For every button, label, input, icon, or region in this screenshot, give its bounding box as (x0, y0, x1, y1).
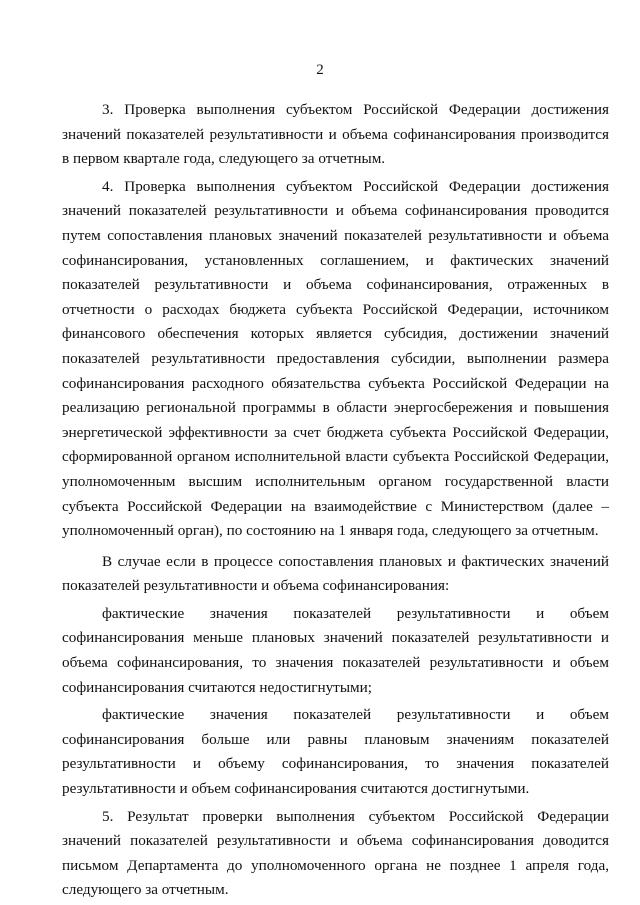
paragraph-achieved: фактические значения показателей результативности и объем софинансирования больше или равны плановым значениям показателей результативности и объему софинансирования, то значения показателей результативности и объем софинансирования считаются достигнутыми. (62, 706, 609, 798)
paragraph-item-5: 5. Результат проверки выполнения субъектом Российской Федерации значений показателей результативности и объема софинансирования доводится письмом Департамента до уполномоченного органа не позднее 1 апреля года, следующего за отчетным. (62, 807, 609, 899)
paragraph-not-achieved: фактические значения показателей результативности и объем софинансирования меньше плановых значений показателей результативности и объема софинансирования, то значения показателей результативности и объем софинансирования считаются недостигнутыми; (62, 604, 609, 696)
paragraph-item-4: 4. Проверка выполнения субъектом Российской Федерации достижения значений показателей результативности и объема софинансирования проводится путем сопоставления плановых значений показателей результативности и объема софинансирования, установленных соглашением, и фактических значений показателей результативности и объема софинансирования, отраженных в отчетности о расходах бюджета субъекта Российской Федерации, источником финансового обеспечения которых является субсидия, достижении значений показателей результативности предоставления субсидии, выполнении размера софинансирования расходного обязательства субъекта Российской Федерации на реализацию региональной программы в области энергосбережения и повышения энергетической эффективности за счет бюджета субъекта Российской Федерации, сформированной органом исполнительной власти субъекта Российской Федерации, уполномоченным высшим исполнительным органом государственной власти субъекта Российской Федерации на взаимодействие с Министерством (далее – уполномоченный орган), по состоянию на 1 января года, следующего за отчетным. (62, 177, 609, 540)
paragraph-comparison-intro: В случае если в процессе сопоставления плановых и фактических значений показателей результативности и объема софинансирования: (62, 552, 609, 595)
paragraph-item-3: 3. Проверка выполнения субъектом Российской Федерации достижения значений показателей результативности и объема софинансирования производится в первом квартале года, следующего за отчетным. (62, 101, 609, 168)
page-number: 2 (316, 62, 324, 78)
document-body (62, 98, 609, 903)
